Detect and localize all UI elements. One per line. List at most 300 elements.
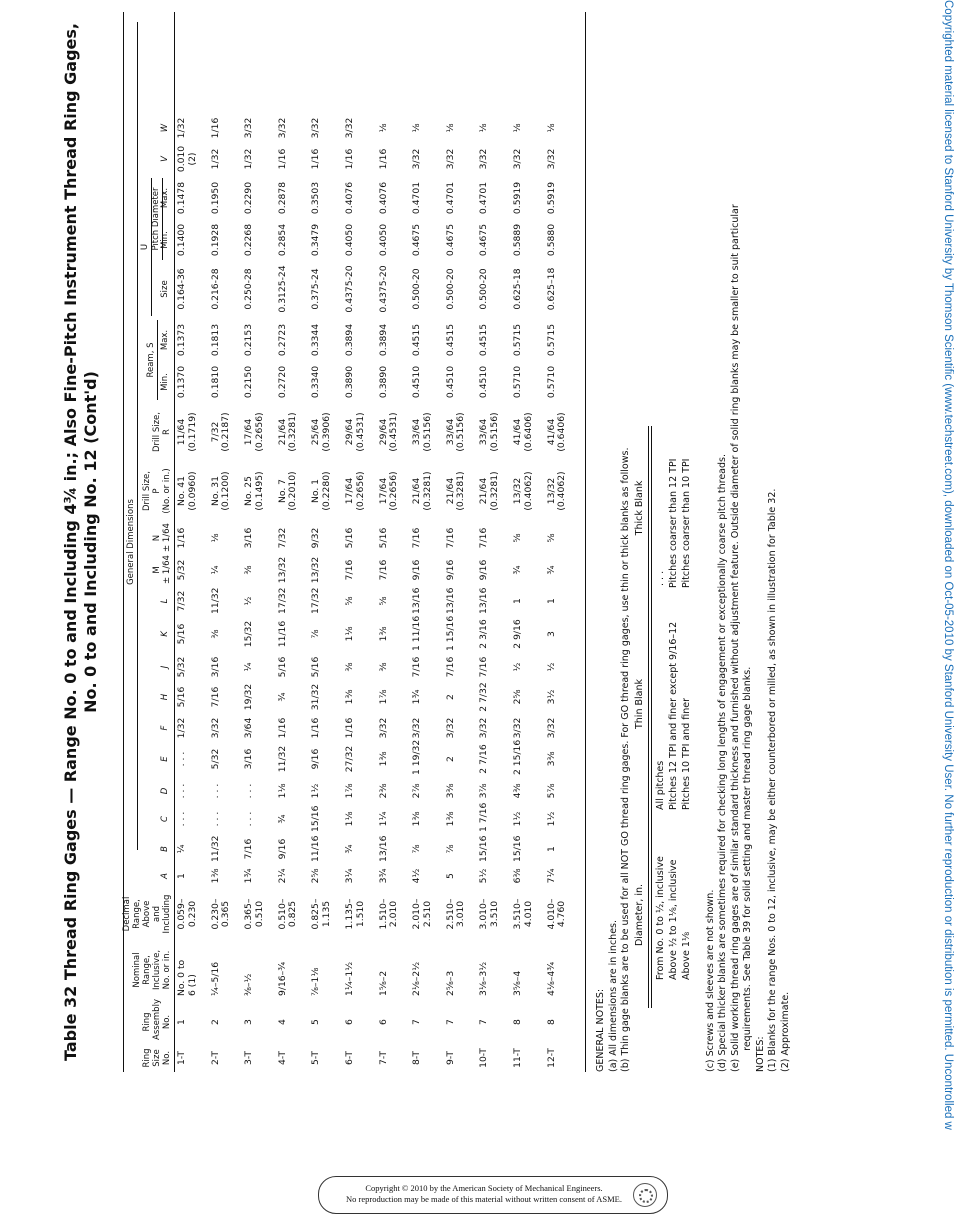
- cell-V-line: 3/32: [478, 148, 490, 170]
- cell-asm: 6: [344, 1019, 355, 1025]
- cell-smin: 0.1370: [176, 365, 187, 399]
- cell-V: [211, 144, 222, 174]
- cell-H: 1⅞: [377, 689, 389, 705]
- cell-L: 17/32: [310, 587, 322, 614]
- header-C: C: [160, 816, 170, 822]
- cell-R: [211, 406, 232, 458]
- cell-P-line: 13/32: [545, 477, 557, 505]
- cell-W: ⅛: [512, 123, 523, 133]
- note-b: (b) Thin gage blanks are to be used for all NOT GO thread ring gages. For GO thread ring gages, use thin or thick blanks as follows.: [620, 447, 631, 1072]
- footer-line2: No reproduction may be made of this material without written consent of ASME.: [346, 1194, 622, 1204]
- cell-W: 3/32: [344, 117, 355, 139]
- general-dimensions-rule: [137, 22, 138, 850]
- cell-N: 7/16: [478, 527, 490, 549]
- cell-ring: 11-T: [512, 1048, 523, 1068]
- cell-K: 5/16: [176, 623, 187, 645]
- cell-E: 9/16: [310, 748, 322, 770]
- cell-smin: 0.3890: [344, 365, 355, 399]
- cell-R-line: 21/64: [276, 418, 288, 446]
- cell-umin: 0.3479: [310, 223, 322, 257]
- cell-C: . . .: [176, 811, 187, 827]
- cell-V-line: 3/32: [512, 148, 523, 170]
- cell-J: 7/16: [444, 656, 456, 678]
- cell-B: 11/32: [209, 835, 221, 862]
- cell-nom-line: 2⅛–2½: [411, 961, 423, 996]
- cell-V-line: 3/32: [444, 148, 456, 170]
- cell-K: 3: [545, 631, 557, 637]
- cell-R-line: (0.5156): [455, 412, 467, 452]
- cell-usize: 0.4375-20: [344, 265, 355, 313]
- cell-V-line: 1/32: [209, 148, 221, 170]
- cell-F: 1/16: [344, 717, 355, 739]
- cell-N: 7/16: [411, 527, 423, 549]
- cell-K: ⅞: [310, 629, 322, 639]
- cell-R: [412, 406, 433, 458]
- cell-L: 1: [545, 598, 557, 604]
- cell-E: 2: [444, 756, 456, 762]
- cell-V: [278, 144, 289, 174]
- table-bottom-rule: [585, 12, 586, 1072]
- cell-A: 5: [444, 873, 456, 879]
- cell-F: 3/32: [411, 717, 423, 739]
- cell-E: 1⅜: [377, 751, 389, 767]
- cell-A: 4½: [411, 868, 423, 884]
- cell-E: 27/32: [344, 745, 355, 773]
- cell-J: 7/16: [478, 656, 490, 678]
- cell-P-line: 21/64: [478, 477, 490, 505]
- header-ring-line: Size: [152, 1049, 162, 1067]
- header-P-line: (No. or in.): [162, 468, 172, 514]
- general-notes: [595, 12, 792, 1072]
- header-ring-line: No.: [162, 1050, 172, 1066]
- header-ring: [142, 1044, 172, 1072]
- cell-A: 7¼: [545, 868, 557, 884]
- header-nom-line: Nominal: [132, 952, 142, 988]
- cell-smax: 0.4515: [411, 323, 423, 357]
- cell-R-line: (0.4531): [354, 412, 366, 452]
- cell-L: 11/32: [209, 587, 221, 614]
- cell-H: 2 7/32: [478, 682, 490, 712]
- cell-B: ¾: [344, 844, 355, 854]
- cell-K: 1⅜: [377, 626, 389, 642]
- cell-R: [278, 406, 299, 458]
- cell-C: 1½: [545, 811, 557, 827]
- cell-H: 1¾: [411, 689, 423, 705]
- cell-ring: 3-T: [243, 1051, 255, 1065]
- cell-ring: 6-T: [344, 1051, 355, 1065]
- cell-smin: 0.2720: [276, 365, 288, 399]
- rotated-table-page: [55, 12, 875, 1072]
- cell-B: 15/16: [478, 835, 490, 862]
- cell-W: ⅛: [545, 123, 557, 133]
- cell-V-line: 1/16: [377, 148, 389, 170]
- header-F: F: [160, 725, 170, 731]
- cell-dec-line: 0.230–: [209, 898, 221, 930]
- header-dec-line: Range,: [132, 899, 142, 929]
- cell-M: ¾: [512, 565, 523, 575]
- cell-V-line: 1/16: [310, 148, 322, 170]
- cell-P-line: (0.1200): [220, 471, 232, 511]
- header-P-line: Drill Size,: [142, 471, 152, 511]
- cell-smin: 0.4510: [478, 365, 490, 399]
- header-dec-line: Including: [162, 894, 172, 934]
- cell-dec-line: 3.510: [488, 900, 500, 928]
- cell-umin: 0.4675: [444, 223, 456, 257]
- cell-nom: [244, 936, 255, 996]
- cell-C: 15/16: [310, 805, 322, 832]
- cell-P-line: (0.3281): [455, 471, 467, 511]
- cell-K: 1 11/16: [411, 615, 423, 651]
- cell-dec-line: 0.230: [186, 900, 198, 928]
- cell-dec: [547, 890, 568, 938]
- cell-W: 1/16: [209, 117, 221, 139]
- cell-dec-line: 3.010: [455, 900, 467, 928]
- cell-V: [244, 144, 255, 174]
- header-E: E: [160, 756, 170, 762]
- cell-A: 2⅝: [310, 868, 322, 884]
- cell-umax: 0.4076: [377, 181, 389, 215]
- cell-A: 1¾: [243, 868, 255, 884]
- cell-R: [177, 406, 198, 458]
- cell-L: 13/16: [411, 587, 423, 614]
- subtable-cell: All pitches: [654, 760, 666, 810]
- cell-dec-line: 0.059–: [176, 898, 187, 930]
- cell-P-line: No. 31: [209, 476, 221, 506]
- cell-R-line: 41/64: [512, 418, 523, 446]
- cell-usize: 0.625–18: [545, 267, 557, 311]
- cell-P-line: (0.3281): [488, 471, 500, 511]
- cell-C: 1¼: [377, 811, 389, 827]
- header-H: H: [160, 693, 170, 701]
- cell-P: [278, 462, 299, 520]
- header-asm-line: Ring: [142, 1012, 152, 1032]
- cell-M: 13/32: [276, 556, 288, 584]
- cell-dec-line: 1.135: [320, 900, 332, 928]
- cell-E: 11/32: [276, 745, 288, 773]
- cell-B: 9/16: [276, 838, 288, 860]
- cell-smin: 0.5710: [545, 365, 557, 399]
- header-A: A: [160, 873, 170, 879]
- note-2: (2) Approximate.: [779, 991, 791, 1072]
- cell-P: [547, 462, 568, 520]
- header-D: D: [160, 787, 170, 795]
- cell-umin: 0.4675: [411, 223, 423, 257]
- header-asm-line: Assembly: [152, 999, 162, 1040]
- note-d: (d) Special thicker blanks are sometimes required for checking long lengths of engagement or exceptionally coarse pitch threads.: [717, 453, 728, 1072]
- cell-M: 13/32: [310, 556, 322, 584]
- header-M: [152, 556, 172, 584]
- cell-P-line: (0.2010): [287, 471, 299, 511]
- cell-W: ⅛: [478, 123, 490, 133]
- cell-V: [412, 144, 423, 174]
- cell-D: . . .: [243, 783, 255, 799]
- cell-dec-line: 2.510–: [444, 898, 456, 930]
- cell-dec-line: 3.510–: [512, 898, 523, 930]
- cell-umax: 0.3503: [310, 181, 322, 215]
- cell-nom-line: 2⅝–3: [444, 970, 456, 996]
- cell-nom: [379, 936, 390, 996]
- cell-nom-line: 6 (1): [186, 974, 198, 996]
- cell-P-line: 17/64: [377, 477, 389, 505]
- cell-R-line: 25/64: [310, 418, 322, 446]
- cell-V: [479, 144, 490, 174]
- cell-M: 7/16: [377, 559, 389, 581]
- subtable-cell: Above ½ to 1⅛, inclusive: [667, 859, 679, 980]
- cell-W: ⅛: [411, 123, 423, 133]
- cell-K: ⅜: [209, 629, 221, 639]
- cell-R-line: (0.4531): [388, 412, 400, 452]
- cell-P-line: No. 7: [276, 478, 288, 504]
- cell-E: 2 7/16: [478, 744, 490, 774]
- header-P-line: P: [152, 488, 162, 494]
- header-B: B: [160, 846, 170, 852]
- cell-P-line: (0.2280): [320, 471, 332, 511]
- cell-ring: 2-T: [209, 1051, 221, 1065]
- cell-J: ⅜: [377, 662, 389, 672]
- cell-P-line: (0.0960): [186, 471, 198, 511]
- table-title-continued: No. 0 to and Including No. 12 (Cont'd): [81, 371, 100, 713]
- cell-nom: [311, 936, 322, 996]
- header-P: [142, 462, 172, 520]
- cell-smax: 0.4515: [478, 323, 490, 357]
- cell-P-line: No. 25: [243, 476, 255, 506]
- cell-umin: 0.4675: [478, 223, 490, 257]
- cell-nom-line: No. 0 to: [176, 959, 187, 996]
- cell-nom: [278, 936, 289, 996]
- cell-smin: 0.1810: [209, 365, 221, 399]
- cell-L: 13/16: [444, 587, 456, 614]
- cell-D: 3⅞: [478, 783, 490, 799]
- cell-N: ⅝: [545, 533, 557, 543]
- cell-ring: 9-T: [444, 1051, 456, 1065]
- note-e-cont: requirements. See Table 39 for solid setting and master thread ring gage blanks.: [742, 666, 753, 1072]
- cell-ring: 5-T: [310, 1051, 322, 1065]
- cell-P: [513, 462, 534, 520]
- cell-asm: 3: [243, 1019, 255, 1025]
- asme-footer: [318, 1176, 668, 1214]
- cell-N: 5/16: [344, 527, 355, 549]
- cell-asm: 2: [209, 1019, 221, 1025]
- cell-H: 31/32: [310, 683, 322, 711]
- cell-smax: 0.5715: [545, 323, 557, 357]
- cell-nom: [446, 936, 457, 996]
- header-R: [152, 406, 172, 458]
- cell-F: 3/32: [209, 717, 221, 739]
- cell-R-line: (0.3281): [287, 412, 299, 452]
- header-dec-line: Above: [142, 900, 152, 928]
- cell-B: ⅞: [411, 844, 423, 854]
- header-ring-line: Ring: [142, 1048, 152, 1068]
- header-W: W: [160, 123, 170, 133]
- header-nom: [132, 940, 172, 1000]
- cell-umin: 0.1928: [209, 223, 221, 257]
- cell-V-line: 3/32: [545, 148, 557, 170]
- cell-dec: [446, 890, 467, 938]
- cell-B: ¼: [176, 844, 187, 854]
- cell-umax: 0.4076: [344, 181, 355, 215]
- cell-nom-line: 1¼–1½: [344, 961, 355, 996]
- note-e: (e) Solid working thread ring gages are of similar standard thickness and furnished without adjustment feature. Outside diameter of solid ring blanks may be smaller to suit particular: [729, 204, 741, 1072]
- cell-smax: 0.2153: [243, 323, 255, 357]
- sideband-text: Copyrighted material licensed to Stanford University by Thomson Scientific (www.techstreet.com), downloaded on Oct-05-2010 by Stanford University User. No further reproduction or distribution is permitted. Uncontrolled w: [942, 0, 954, 1130]
- header-N-line: N: [152, 534, 162, 542]
- cell-umax: 0.2878: [276, 181, 288, 215]
- cell-smin: 0.3890: [377, 365, 389, 399]
- cell-dec: [345, 890, 366, 938]
- cell-usize: 0.375-24: [310, 268, 322, 310]
- cell-dec: [211, 890, 232, 938]
- cell-usize: 0.500-20: [444, 268, 456, 310]
- cell-ring: 4-T: [276, 1051, 288, 1065]
- cell-dec-line: 2.010: [388, 900, 400, 928]
- header-M-line: ± 1/64: [162, 555, 172, 584]
- cell-dec: [479, 890, 500, 938]
- cell-asm: 1: [176, 1019, 187, 1025]
- cell-D: . . .: [209, 783, 221, 799]
- cell-R-line: (0.5156): [421, 412, 433, 452]
- cell-P-line: 17/64: [344, 477, 355, 505]
- cell-P-line: (0.2656): [354, 471, 366, 511]
- cell-W: ⅛: [377, 123, 389, 133]
- cell-H: ¾: [276, 692, 288, 702]
- cell-P-line: No. 1: [310, 478, 322, 504]
- cell-R-line: (0.1719): [186, 412, 198, 452]
- cell-dec-line: 0.825–: [310, 898, 322, 930]
- cell-A: 2¼: [276, 868, 288, 884]
- cell-P: [345, 462, 366, 520]
- cell-R-line: 33/64: [411, 418, 423, 446]
- cell-umax: 0.5919: [545, 181, 557, 215]
- cell-R-line: (0.6406): [522, 412, 534, 452]
- cell-dec-line: 0.365: [220, 900, 232, 928]
- cell-M: ⅜: [243, 565, 255, 575]
- cell-J: 3/16: [209, 656, 221, 678]
- cell-C: 1⅜: [444, 811, 456, 827]
- cell-asm: 7: [478, 1019, 490, 1025]
- cell-H: 7/16: [209, 686, 221, 708]
- cell-E: 5/32: [209, 748, 221, 770]
- cell-P-line: 21/64: [411, 477, 423, 505]
- cell-R: [345, 406, 366, 458]
- cell-R: [244, 406, 265, 458]
- header-ream-group: Ream, S: [146, 320, 158, 400]
- cell-nom-line: 1⅝–2: [377, 970, 389, 996]
- cell-F: 3/32: [545, 717, 557, 739]
- cell-dec-line: 4.010–: [545, 898, 557, 930]
- cell-B: ⅞: [444, 844, 456, 854]
- cell-R: [446, 406, 467, 458]
- cell-usize: 0.500-20: [478, 268, 490, 310]
- cell-D: 1½: [310, 783, 322, 799]
- cell-J: ¼: [243, 662, 255, 672]
- subtable-cell: Pitches coarser than 12 TPI: [667, 458, 679, 588]
- cell-usize: 0.625-18: [512, 268, 523, 310]
- cell-dec-line: 1.135–: [344, 898, 355, 930]
- cell-N: 3/16: [243, 527, 255, 549]
- cell-D: 2⅞: [411, 783, 423, 799]
- cell-nom-line: ⅞–1⅛: [310, 967, 322, 996]
- cell-smax: 0.4515: [444, 323, 456, 357]
- cell-W: 1/32: [176, 117, 187, 139]
- cell-H: 1⅜: [344, 689, 355, 705]
- cell-D: 1⅞: [344, 783, 355, 799]
- cell-F: 1/32: [176, 717, 187, 739]
- cell-ring: 12-T: [545, 1048, 557, 1068]
- cell-D: 5⅞: [545, 783, 557, 799]
- header-nom-line: Inclusive,: [152, 949, 162, 991]
- cell-B: 7/16: [243, 838, 255, 860]
- cell-usize: 0.164-36: [176, 268, 187, 310]
- subtable-rule-top2: [651, 426, 652, 1008]
- header-nom-line: No. or in.: [162, 950, 172, 990]
- header-umax: Max.: [160, 187, 170, 209]
- cell-W: 3/32: [276, 117, 288, 139]
- header-smax: Max.: [160, 329, 170, 351]
- cell-B: 15/16: [512, 835, 523, 862]
- cell-E: 3/16: [243, 748, 255, 770]
- cell-D: . . .: [176, 783, 187, 799]
- cell-umin: 0.5889: [512, 223, 523, 257]
- cell-V-line: 0.010: [176, 145, 187, 173]
- cell-P-line: (0.4062): [556, 471, 568, 511]
- cell-V: [446, 144, 457, 174]
- cell-V-line: 1/16: [344, 148, 355, 170]
- cell-K: 11/16: [276, 620, 288, 648]
- cell-ring: 7-T: [377, 1051, 389, 1065]
- header-V: V: [160, 156, 170, 162]
- cell-M: 9/16: [411, 559, 423, 581]
- cell-umin: 0.2268: [243, 223, 255, 257]
- subtable-header-diameter: Diameter, in.: [633, 883, 645, 947]
- cell-H: 2⅝: [512, 689, 523, 705]
- cell-E: 3⅜: [545, 751, 557, 767]
- cell-J: 5/16: [276, 656, 288, 678]
- header-dec-line: Decimal: [122, 896, 132, 932]
- cell-nom: [547, 936, 558, 996]
- cell-H: 19/32: [243, 683, 255, 711]
- cell-V-line: 1/32: [243, 148, 255, 170]
- cell-asm: 8: [545, 1019, 557, 1025]
- header-dec: [122, 890, 172, 938]
- cell-H: 3½: [545, 689, 557, 705]
- cell-P-line: (0.2656): [388, 471, 400, 511]
- cell-usize: 0.250-28: [243, 268, 255, 310]
- cell-umax: 0.1950: [209, 181, 221, 215]
- cell-smax: 0.2723: [276, 323, 288, 357]
- cell-usize: 0.4375-20: [377, 265, 389, 313]
- cell-nom-line: 3⅛–3½: [478, 961, 490, 996]
- cell-K: 2 3/16: [478, 619, 490, 649]
- cell-V-line: 1/16: [276, 148, 288, 170]
- cell-P: [379, 462, 400, 520]
- cell-K: 2 9/16: [512, 619, 523, 649]
- cell-V: [379, 144, 390, 174]
- cell-dec: [379, 890, 400, 938]
- cell-P-line: (0.4062): [522, 471, 534, 511]
- cell-P: [244, 462, 265, 520]
- cell-E: . . .: [176, 751, 187, 767]
- header-asm-line: No.: [162, 1014, 172, 1030]
- subtable-cell: Pitches 12 TPI and finer except 9/16–12: [667, 621, 679, 810]
- cell-A: 3¼: [344, 868, 355, 884]
- subtable-rule-top: [648, 426, 649, 1008]
- cell-L: 7/32: [176, 590, 187, 612]
- cell-C: 1⅛: [344, 811, 355, 827]
- cell-V-line: 3/32: [411, 148, 423, 170]
- cell-E: 2 15/16: [512, 739, 523, 775]
- cell-dec-line: 4.760: [556, 900, 568, 928]
- cell-smax: 0.1373: [176, 323, 187, 357]
